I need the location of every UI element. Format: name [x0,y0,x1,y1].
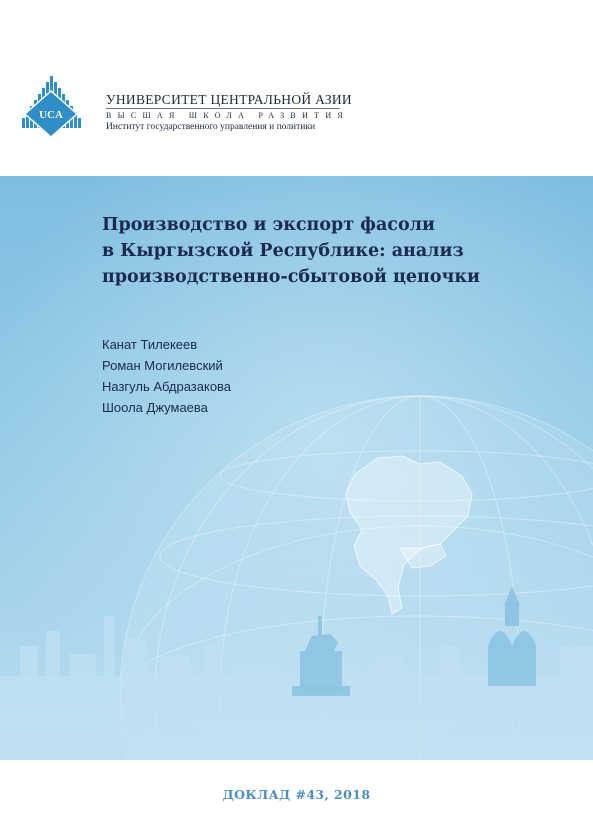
title-line: производственно-сбытовой цепочки [102,267,480,287]
school-name: ВЫСШАЯ ШКОЛА РАЗВИТИЯ [106,111,350,120]
title-line: в Кыргызской Республике: анализ [102,241,464,261]
report-title [102,212,542,290]
report-number: ДОКЛАД #43, 2018 [222,787,371,802]
title-line: Производство и экспорт фасоли [102,215,435,235]
institute-name: Институт государственного управления и политики [106,122,316,132]
author-name: Шоола Джумаева [102,400,208,415]
svg-text:UCA: UCA [39,109,63,121]
uca-logo-icon [20,74,100,140]
author-name: Роман Могилевский [102,358,223,373]
author-name: Канат Тилекеев [102,337,198,352]
author-list [102,334,231,418]
university-name: УНИВЕРСИТЕТ ЦЕНТРАЛЬНОЙ АЗИИ [106,92,352,107]
header-divider [106,108,340,109]
author-name: Назгуль Абдразакова [102,379,232,394]
